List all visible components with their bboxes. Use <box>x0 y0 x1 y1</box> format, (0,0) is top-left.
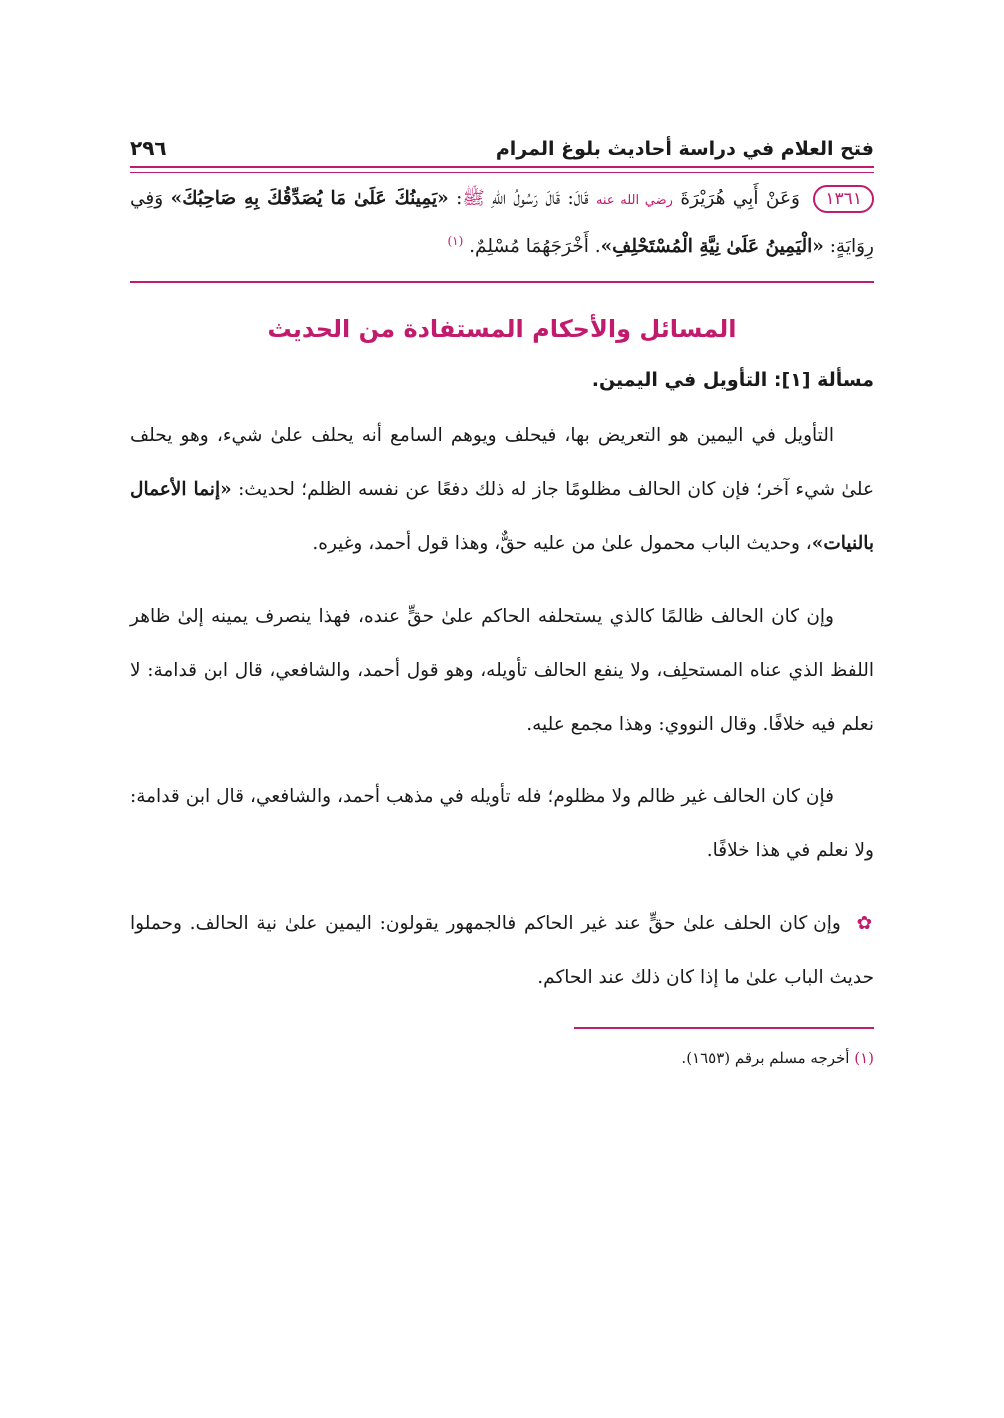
hadith-ending: . أَخْرَجَهُمَا مُسْلِمٌ. <box>469 236 601 258</box>
header-divider <box>130 166 874 173</box>
hadith-text <box>130 179 874 267</box>
footnote-divider <box>574 1027 874 1029</box>
hadith-intro: وَعَنْ أَبِي هُرَيْرَةَ <box>680 188 800 209</box>
book-title: فتح العلام في دراسة أحاديث بلوغ المرام <box>495 138 874 160</box>
issue-title: التأويل في اليمين. <box>591 369 768 392</box>
hadith-text-main: «يَمِينُكَ عَلَىٰ مَا يُصَدِّقُكَ بِهِ صَاحِبُكَ» <box>170 188 449 209</box>
issue-label: مسألة [١]: <box>773 369 874 392</box>
blessing-companion: رضي الله عنه <box>595 193 673 208</box>
book-page <box>130 120 874 1067</box>
page-number: ٢٩٦ <box>130 136 167 160</box>
hadith-colon: : <box>456 188 463 209</box>
footnote-text: أخرجه مسلم برقم (١٦٥٣). <box>681 1048 850 1067</box>
paragraph-1 <box>130 409 874 571</box>
paragraph-4 <box>130 897 874 1005</box>
hadith-text-variant: «الْيَمِينُ عَلَىٰ نِيَّةِ الْمُسْتَحْلِفِ» <box>600 236 824 258</box>
hadith-qala: قَالَ: قَالَ رَسُولُ اللهِ <box>492 188 589 209</box>
page-header <box>130 120 874 160</box>
hadith-divider <box>130 281 874 283</box>
hadith-number-badge: ١٣٦١ <box>813 185 874 213</box>
flower-ornament-icon: ✿ <box>856 912 874 934</box>
paragraph-3: فإن كان الحالف غير ظالم ولا مظلوم؛ فله تأويله في مذهب أحمد، والشافعي، قال ابن قدامة: ولا نعلم في هذا خلافًا. <box>130 786 874 862</box>
blessing-prophet: ﷺ <box>462 188 485 209</box>
footnote-number: (١) <box>854 1048 874 1067</box>
hadith-riwaya: وَفِي رِوَايَةٍ: <box>130 188 874 258</box>
issue-heading <box>130 369 874 391</box>
paragraph-4-text: وإن كان الحلف علىٰ حقٍّ عند غير الحاكم فالجمهور يقولون: اليمين علىٰ نية الحالف. وحملوا حديث الباب علىٰ ما إذا كان ذلك عند الحاكم. <box>130 912 874 988</box>
hadith-quote-niyyat: «إنما الأعمال بالنيات» <box>130 479 874 555</box>
paragraph-1-part-a: التأويل في اليمين هو التعريض بها، فيحلف ويوهم السامع أنه يحلف علىٰ شيء، وهو يحلف علىٰ شيء آخر؛ فإن كان الحالف مظلومًا جاز له ذلك دفعًا عن نفسه الظلم؛ لحديث: <box>130 425 874 501</box>
section-title: المسائل والأحكام المستفادة من الحديث <box>267 315 737 344</box>
footnote <box>130 1049 874 1067</box>
paragraph-2: وإن كان الحالف ظالمًا كالذي يستحلفه الحاكم علىٰ حقٍّ عنده، فهذا ينصرف يمينه إلىٰ ظاهر اللفظ الذي عناه المستحلِف، ولا ينفع الحالف تأويله، وهو قول أحمد، والشافعي، قال ابن قدامة: لا نعلم فيه خلافًا. وقال النووي: وهذا مجمع عليه. <box>130 605 874 735</box>
paragraph-1-part-c: ، وحديث الباب محمول علىٰ من عليه حقٌّ، وهذا قول أحمد، وغيره. <box>312 533 812 555</box>
footnote-reference: (١) <box>447 234 464 248</box>
